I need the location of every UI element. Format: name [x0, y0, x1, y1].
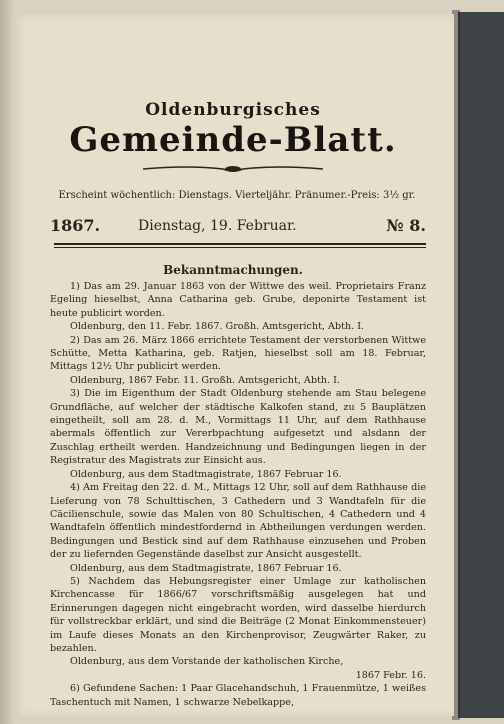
ornament-icon	[143, 164, 323, 174]
publication-info: Erscheint wöchentlich: Dienstags. Vierteljähr. Pränumer.-Preis: 3½ gr.	[58, 190, 416, 201]
paragraph: Oldenburg, aus dem Vorstande der katholischen Kirche,	[70, 656, 344, 668]
book-cover	[458, 12, 504, 718]
paragraph: 5) Nachdem das Hebungsregister einer Umlage zur katholischen Kirchencasse für 1866/67 vorschriftsmäßig ausgelegen hat und Erinnerungen dagegen nicht eingebracht worden, wird dasselbe hierdurch für vollstreckbar erklärt, und sind die Beiträge (2 Monat Einkommensteuer) im Laufe dieses Monats an den Kirchenprovisor, Zeugwärter Raker, zu bezahlen.	[50, 575, 426, 654]
dateline	[50, 218, 426, 238]
issue-year: 1867.	[50, 216, 101, 235]
paragraph: 2) Das am 26. März 1866 errichtete Testament der verstorbenen Wittwe Schütte, Metta Katharina, geb. Ratjen, hieselbst soll am 18. Februar, Mittags 12½ Uhr publicirt werden.	[50, 334, 426, 373]
paragraph: 1) Das am 29. Januar 1863 von der Wittwe des weil. Proprietairs Franz Egeling hieselbst, Anna Catharina geb. Grube, deponirte Testament ist heute publicirt worden.	[50, 281, 426, 319]
paragraph: Oldenburg, 1867 Febr. 11. Großh. Amtsgericht, Abth. I.	[70, 374, 340, 386]
issue-date: Dienstag, 19. Februar.	[138, 218, 297, 234]
masthead-title: Gemeinde-Blatt.	[69, 120, 397, 160]
paragraph: Oldenburg, den 11. Febr. 1867. Großh. Amtsgericht, Abth. I.	[70, 321, 365, 333]
issue-number: № 8.	[386, 216, 426, 235]
section-title: Bekanntmachungen.	[163, 263, 303, 277]
paragraph: 4) Am Freitag den 22. d. M., Mittags 12 Uhr, soll auf dem Rathhause die Lieferung von 78 Schulttischen, 3 Cathedern und 3 Wandtafeln für die Cäcilienschule, sowie das Malen von 80 Schultischen, 4 Cathedern und 4 Wandtafeln öffentlich mindestfordernd in Abtheilungen verdungen werden. Bedingungen und Bestick sind auf dem Rathhause einzusehen und Proben der zu liefernden Gegenstände daselbst zur Ansicht ausgestellt.	[50, 482, 426, 561]
newspaper-page	[12, 14, 454, 716]
paragraph: 1867 Febr. 16.	[355, 669, 426, 681]
divider-rule-thin	[54, 247, 426, 248]
paragraph: Oldenburg, aus dem Stadtmagistrate, 1867 Februar 16.	[70, 562, 342, 574]
paragraph: 6) Gefundene Sachen: 1 Paar Glacehandschuh, 1 Frauenmütze, 1 weißes Taschentuch mit Namen, 1 schwarze Nebelkappe,	[50, 683, 426, 708]
masthead-top: Oldenburgisches	[145, 100, 321, 120]
divider-rule	[54, 243, 426, 245]
announcements-body	[50, 280, 426, 709]
paragraph: Oldenburg, aus dem Stadtmagistrate, 1867 Februar 16.	[70, 468, 342, 480]
paragraph: 3) Die im Eigenthum der Stadt Oldenburg stehende am Stau belegene Grundfläche, auf welcher der städtische Kalkofen stand, zu 5 Bauplätzen eingetheilt, soll am 28. d. M., Vormittags 11 Uhr, auf dem Rathhause abermals öffentlich zur Vererbpachtung aufgesetzt und alsdann der Zuschlag ertheilt werden. Handzeichnung und Bedingungen liegen in der Registratur des Magistrats zur Einsicht aus.	[50, 388, 426, 467]
